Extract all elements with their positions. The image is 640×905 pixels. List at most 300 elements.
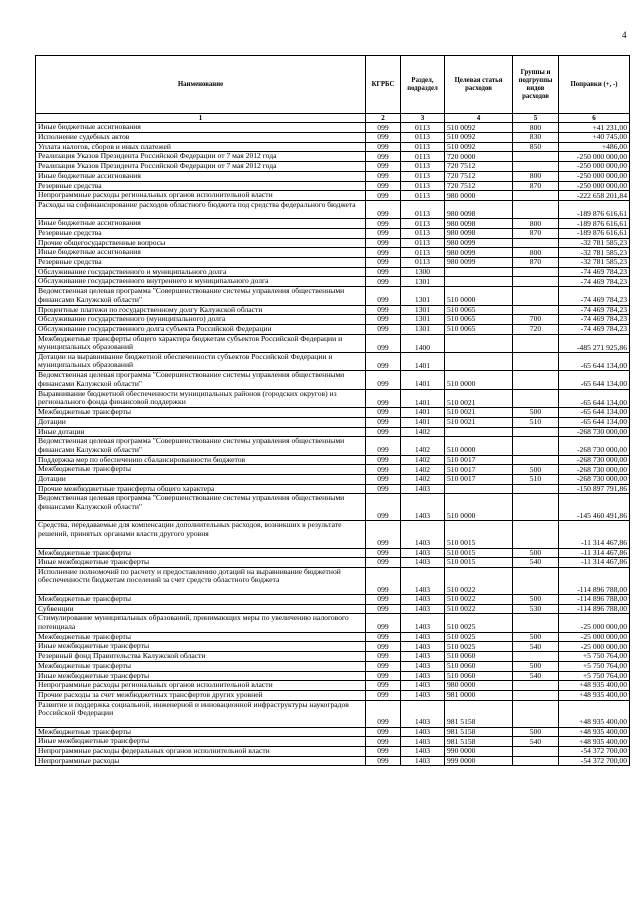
row-kgrbs-cell: 099 <box>366 258 401 268</box>
row-kgrbs-cell: 099 <box>366 315 401 325</box>
row-group-cell: 870 <box>513 258 559 268</box>
row-section-cell: 1401 <box>401 352 445 370</box>
row-name-cell: Реализация Указов Президента Российской Федерации от 7 мая 2012 года <box>36 152 366 162</box>
row-amount-cell: -268 730 000,00 <box>559 455 630 465</box>
row-group-cell: 540 <box>513 642 559 652</box>
row-target-cell: 981 0000 <box>445 690 513 700</box>
row-kgrbs-cell: 099 <box>366 652 401 662</box>
row-section-cell: 1403 <box>401 661 445 671</box>
table-row <box>36 277 630 287</box>
row-target-cell: 980 0098 <box>445 228 513 238</box>
row-section-cell: 1403 <box>401 756 445 766</box>
row-kgrbs-cell: 099 <box>366 191 401 201</box>
row-group-cell <box>513 455 559 465</box>
row-kgrbs-cell: 099 <box>366 267 401 277</box>
table-row <box>36 652 630 662</box>
row-target-cell: 720 7512 <box>445 171 513 181</box>
row-target-cell: 510 0000 <box>445 437 513 455</box>
row-section-cell: 1402 <box>401 455 445 465</box>
column-number: 6 <box>559 114 630 123</box>
row-amount-cell: -189 876 616,61 <box>559 219 630 229</box>
column-number: 3 <box>401 114 445 123</box>
row-name-cell: Иные бюджетные ассигнования <box>36 219 366 229</box>
table-row <box>36 465 630 475</box>
row-kgrbs-cell: 099 <box>366 427 401 437</box>
header-kgrbs: КГРБС <box>366 56 401 114</box>
row-kgrbs-cell: 099 <box>366 200 401 218</box>
row-section-cell: 0113 <box>401 181 445 191</box>
row-target-cell: 510 0060 <box>445 652 513 662</box>
table-row <box>36 558 630 568</box>
row-amount-cell: -65 644 134,00 <box>559 408 630 418</box>
row-group-cell <box>513 494 559 521</box>
row-name-cell: Резервные средства <box>36 228 366 238</box>
row-amount-cell: -65 644 134,00 <box>559 389 630 407</box>
row-group-cell <box>513 681 559 691</box>
row-name-cell: Резервные средства <box>36 181 366 191</box>
row-kgrbs-cell: 099 <box>366 727 401 737</box>
row-amount-cell: -250 000 000,00 <box>559 171 630 181</box>
table-row <box>36 474 630 484</box>
row-section-cell: 1300 <box>401 267 445 277</box>
row-section-cell: 0113 <box>401 248 445 258</box>
column-number-row <box>36 114 630 123</box>
row-section-cell: 1301 <box>401 315 445 325</box>
row-amount-cell: -268 730 000,00 <box>559 474 630 484</box>
row-amount-cell: -32 781 585,23 <box>559 258 630 268</box>
row-kgrbs-cell: 099 <box>366 594 401 604</box>
row-kgrbs-cell: 099 <box>366 681 401 691</box>
row-section-cell: 1403 <box>401 690 445 700</box>
row-name-cell: Непрограммные расходы региональных органов исполнительной власти <box>36 191 366 201</box>
row-target-cell: 510 0025 <box>445 614 513 632</box>
table-row <box>36 142 630 152</box>
row-section-cell: 1403 <box>401 652 445 662</box>
row-name-cell: Непрограммные расходы федеральных органов исполнительной власти <box>36 747 366 757</box>
row-amount-cell: -250 000 000,00 <box>559 181 630 191</box>
row-amount-cell: -485 271 925,86 <box>559 334 630 352</box>
row-target-cell: 981 5158 <box>445 737 513 747</box>
table-row <box>36 427 630 437</box>
row-section-cell: 1401 <box>401 389 445 407</box>
row-name-cell: Резервные средства <box>36 258 366 268</box>
row-kgrbs-cell: 099 <box>366 123 401 133</box>
column-number: 4 <box>445 114 513 123</box>
column-number: 1 <box>36 114 366 123</box>
budget-amendments-table <box>35 55 630 766</box>
table-row <box>36 305 630 315</box>
row-amount-cell: +48 935 400,00 <box>559 700 630 727</box>
row-section-cell: 1403 <box>401 671 445 681</box>
row-target-cell: 510 0015 <box>445 521 513 548</box>
row-amount-cell: -65 644 134,00 <box>559 371 630 389</box>
table-body <box>36 123 630 766</box>
row-target-cell: 981 5158 <box>445 727 513 737</box>
table-row <box>36 315 630 325</box>
row-section-cell: 1400 <box>401 334 445 352</box>
row-name-cell: Дотации <box>36 417 366 427</box>
row-kgrbs-cell: 099 <box>366 632 401 642</box>
row-group-cell: 870 <box>513 228 559 238</box>
row-name-cell: Прочие расходы за счет межбюджетных трансфертов других уровней <box>36 690 366 700</box>
row-target-cell: 510 0000 <box>445 371 513 389</box>
table-row <box>36 437 630 455</box>
row-section-cell: 0113 <box>401 191 445 201</box>
row-target-cell: 510 0017 <box>445 474 513 484</box>
row-name-cell: Дотации на выравнивание бюджетной обеспеченности субъектов Российской Федерации и муниципальных образований <box>36 352 366 370</box>
row-name-cell: Межбюджетные трансферты <box>36 465 366 475</box>
row-kgrbs-cell: 099 <box>366 248 401 258</box>
row-target-cell: 510 0000 <box>445 494 513 521</box>
row-name-cell: Субвенции <box>36 604 366 614</box>
row-kgrbs-cell: 099 <box>366 484 401 494</box>
row-target-cell: 980 0000 <box>445 191 513 201</box>
row-group-cell <box>513 152 559 162</box>
row-amount-cell: -74 469 784,23 <box>559 267 630 277</box>
header-amendments: Поправки (+, -) <box>559 56 630 114</box>
row-group-cell <box>513 191 559 201</box>
row-group-cell <box>513 521 559 548</box>
row-section-cell: 1403 <box>401 548 445 558</box>
row-group-cell: 800 <box>513 123 559 133</box>
table-row <box>36 747 630 757</box>
row-group-cell <box>513 484 559 494</box>
row-name-cell: Стимулирование муниципальных образований, принимающих меры по увеличению налогового потенциала <box>36 614 366 632</box>
row-section-cell: 0113 <box>401 123 445 133</box>
row-name-cell: Обслуживание государственного (муниципального) долга <box>36 315 366 325</box>
row-target-cell <box>445 267 513 277</box>
row-name-cell: Выравнивание бюджетной обеспеченности муниципальных районов (городских округов) из регионального фонда финансовой поддержки <box>36 389 366 407</box>
row-kgrbs-cell: 099 <box>366 287 401 305</box>
row-target-cell: 980 0000 <box>445 681 513 691</box>
table-row <box>36 681 630 691</box>
row-section-cell: 1301 <box>401 287 445 305</box>
row-amount-cell: +5 750 764,00 <box>559 671 630 681</box>
row-name-cell: Межбюджетные трансферты <box>36 632 366 642</box>
row-kgrbs-cell: 099 <box>366 238 401 248</box>
row-amount-cell: +5 750 764,00 <box>559 661 630 671</box>
table-row <box>36 123 630 133</box>
row-section-cell: 1403 <box>401 567 445 594</box>
table-row <box>36 494 630 521</box>
row-section-cell: 1403 <box>401 604 445 614</box>
row-section-cell: 0113 <box>401 152 445 162</box>
table-row <box>36 727 630 737</box>
row-section-cell: 1403 <box>401 494 445 521</box>
row-amount-cell: -54 372 700,00 <box>559 747 630 757</box>
row-amount-cell: -11 314 467,86 <box>559 558 630 568</box>
row-amount-cell: -54 372 700,00 <box>559 756 630 766</box>
header-target-article: Целевая статья расходов <box>445 56 513 114</box>
table-row <box>36 258 630 268</box>
row-name-cell: Обслуживание государственного и муниципального долга <box>36 267 366 277</box>
row-name-cell: Ведомственная целевая программа "Совершенствование системы управления общественными финансами Калужской области" <box>36 371 366 389</box>
row-kgrbs-cell: 099 <box>366 671 401 681</box>
row-section-cell: 1403 <box>401 521 445 548</box>
row-name-cell: Уплата налогов, сборов и иных платежей <box>36 142 366 152</box>
row-section-cell: 1402 <box>401 437 445 455</box>
row-target-cell: 720 7512 <box>445 181 513 191</box>
row-group-cell: 540 <box>513 558 559 568</box>
table-row <box>36 287 630 305</box>
row-section-cell: 1401 <box>401 417 445 427</box>
row-amount-cell: +5 750 764,00 <box>559 652 630 662</box>
table-header-row <box>36 56 630 114</box>
table-row <box>36 228 630 238</box>
row-group-cell <box>513 287 559 305</box>
row-group-cell <box>513 162 559 172</box>
row-kgrbs-cell: 099 <box>366 181 401 191</box>
row-group-cell <box>513 690 559 700</box>
table-row <box>36 238 630 248</box>
row-name-cell: Иные дотации <box>36 427 366 437</box>
row-kgrbs-cell: 099 <box>366 133 401 143</box>
row-group-cell: 540 <box>513 671 559 681</box>
row-section-cell: 0113 <box>401 258 445 268</box>
row-name-cell: Иные бюджетные ассигнования <box>36 248 366 258</box>
row-target-cell: 510 0025 <box>445 632 513 642</box>
row-kgrbs-cell: 099 <box>366 352 401 370</box>
row-name-cell: Иные бюджетные ассигнования <box>36 123 366 133</box>
row-amount-cell: -11 314 467,86 <box>559 548 630 558</box>
row-name-cell: Межбюджетные трансферты общего характера бюджетам субъектов Российской Федерации и муниципальных образований <box>36 334 366 352</box>
row-group-cell: 800 <box>513 171 559 181</box>
row-kgrbs-cell: 099 <box>366 737 401 747</box>
row-target-cell: 980 0099 <box>445 258 513 268</box>
row-name-cell: Иные бюджетные ассигнования <box>36 171 366 181</box>
row-kgrbs-cell: 099 <box>366 408 401 418</box>
row-name-cell: Расходы на софинансирование расходов областного бюджета под средства федерального бюджета <box>36 200 366 218</box>
row-section-cell: 0113 <box>401 200 445 218</box>
table-row <box>36 267 630 277</box>
header-expense-group: Группы и подгруппы видов расходов <box>513 56 559 114</box>
row-group-cell: 800 <box>513 248 559 258</box>
column-number: 5 <box>513 114 559 123</box>
row-group-cell: 500 <box>513 548 559 558</box>
table-row <box>36 756 630 766</box>
row-target-cell: 720 0000 <box>445 152 513 162</box>
row-section-cell: 0113 <box>401 228 445 238</box>
table-row <box>36 408 630 418</box>
row-amount-cell: -74 469 784,23 <box>559 305 630 315</box>
row-kgrbs-cell: 099 <box>366 334 401 352</box>
row-amount-cell: -189 876 616,61 <box>559 228 630 238</box>
row-group-cell: 500 <box>513 408 559 418</box>
row-amount-cell: +48 935 400,00 <box>559 737 630 747</box>
row-target-cell: 510 0017 <box>445 455 513 465</box>
row-amount-cell: -74 469 784,23 <box>559 324 630 334</box>
column-number: 2 <box>366 114 401 123</box>
row-group-cell <box>513 277 559 287</box>
row-amount-cell: -74 469 784,23 <box>559 287 630 305</box>
table-row <box>36 389 630 407</box>
row-target-cell: 990 0000 <box>445 747 513 757</box>
row-amount-cell: -189 876 616,61 <box>559 200 630 218</box>
row-group-cell <box>513 567 559 594</box>
row-group-cell: 850 <box>513 142 559 152</box>
row-target-cell: 981 5158 <box>445 700 513 727</box>
row-target-cell: 510 0000 <box>445 287 513 305</box>
row-kgrbs-cell: 099 <box>366 567 401 594</box>
row-target-cell: 980 0098 <box>445 219 513 229</box>
row-group-cell: 510 <box>513 474 559 484</box>
row-target-cell <box>445 352 513 370</box>
page-number: 4 <box>622 30 627 40</box>
row-section-cell: 1403 <box>401 747 445 757</box>
row-amount-cell: +48 935 400,00 <box>559 681 630 691</box>
row-section-cell: 1403 <box>401 681 445 691</box>
row-group-cell <box>513 437 559 455</box>
row-amount-cell: -268 730 000,00 <box>559 465 630 475</box>
row-target-cell <box>445 484 513 494</box>
row-amount-cell: +48 935 400,00 <box>559 727 630 737</box>
row-group-cell <box>513 756 559 766</box>
row-target-cell: 510 0092 <box>445 142 513 152</box>
row-target-cell: 999 0000 <box>445 756 513 766</box>
table-row <box>36 604 630 614</box>
row-section-cell: 0113 <box>401 133 445 143</box>
row-amount-cell: -25 000 000,00 <box>559 632 630 642</box>
row-name-cell: Исполнение судебных актов <box>36 133 366 143</box>
header-section: Раздел, подраздел <box>401 56 445 114</box>
table-row <box>36 133 630 143</box>
row-target-cell: 510 0021 <box>445 389 513 407</box>
row-target-cell: 510 0015 <box>445 548 513 558</box>
table-row <box>36 614 630 632</box>
row-group-cell: 510 <box>513 417 559 427</box>
row-group-cell <box>513 200 559 218</box>
row-target-cell: 510 0021 <box>445 417 513 427</box>
row-amount-cell: -250 000 000,00 <box>559 152 630 162</box>
row-section-cell: 0113 <box>401 171 445 181</box>
table-row <box>36 567 630 594</box>
row-name-cell: Прочие межбюджетные трансферты общего характера <box>36 484 366 494</box>
row-section-cell: 0113 <box>401 142 445 152</box>
row-target-cell: 510 0021 <box>445 408 513 418</box>
row-target-cell: 510 0022 <box>445 594 513 604</box>
row-name-cell: Межбюджетные трансферты <box>36 727 366 737</box>
row-target-cell <box>445 277 513 287</box>
row-section-cell: 1403 <box>401 614 445 632</box>
row-kgrbs-cell: 099 <box>366 228 401 238</box>
row-name-cell: Процентные платежи по государственному долгу Калужской области <box>36 305 366 315</box>
row-name-cell: Иные межбюджетные трансферты <box>36 642 366 652</box>
row-group-cell <box>513 371 559 389</box>
row-amount-cell: -114 896 788,00 <box>559 567 630 594</box>
row-name-cell: Межбюджетные трансферты <box>36 408 366 418</box>
row-amount-cell: -250 000 000,00 <box>559 162 630 172</box>
row-name-cell: Обслуживание государственного внутреннего и муниципального долга <box>36 277 366 287</box>
table-row <box>36 191 630 201</box>
row-amount-cell: +40 745,00 <box>559 133 630 143</box>
row-group-cell <box>513 267 559 277</box>
row-kgrbs-cell: 099 <box>366 162 401 172</box>
row-name-cell: Ведомственная целевая программа "Совершенствование системы управления общественными финансами Калужской области" <box>36 287 366 305</box>
row-kgrbs-cell: 099 <box>366 219 401 229</box>
row-group-cell <box>513 614 559 632</box>
row-name-cell: Обслуживание государственного долга субъекта Российской Федерации <box>36 324 366 334</box>
row-kgrbs-cell: 099 <box>366 305 401 315</box>
row-target-cell: 510 0065 <box>445 324 513 334</box>
row-kgrbs-cell: 099 <box>366 324 401 334</box>
row-name-cell: Дотации <box>36 474 366 484</box>
row-section-cell: 1402 <box>401 465 445 475</box>
row-kgrbs-cell: 099 <box>366 455 401 465</box>
row-group-cell <box>513 427 559 437</box>
row-name-cell: Межбюджетные трансферты <box>36 548 366 558</box>
row-amount-cell: -11 314 467,86 <box>559 521 630 548</box>
row-target-cell: 510 0015 <box>445 558 513 568</box>
row-kgrbs-cell: 099 <box>366 756 401 766</box>
table-row <box>36 690 630 700</box>
row-amount-cell: -65 644 134,00 <box>559 352 630 370</box>
row-kgrbs-cell: 099 <box>366 661 401 671</box>
row-section-cell: 1401 <box>401 371 445 389</box>
row-kgrbs-cell: 099 <box>366 642 401 652</box>
row-target-cell <box>445 334 513 352</box>
row-target-cell <box>445 427 513 437</box>
row-target-cell: 720 7512 <box>445 162 513 172</box>
row-section-cell: 1301 <box>401 324 445 334</box>
row-section-cell: 1403 <box>401 642 445 652</box>
table-row <box>36 484 630 494</box>
row-amount-cell: -150 897 791,86 <box>559 484 630 494</box>
row-amount-cell: -222 658 201,84 <box>559 191 630 201</box>
row-kgrbs-cell: 099 <box>366 371 401 389</box>
row-kgrbs-cell: 099 <box>366 548 401 558</box>
table-row <box>36 181 630 191</box>
row-amount-cell: -25 000 000,00 <box>559 642 630 652</box>
row-kgrbs-cell: 099 <box>366 494 401 521</box>
row-kgrbs-cell: 099 <box>366 521 401 548</box>
row-target-cell: 510 0022 <box>445 567 513 594</box>
row-target-cell: 510 0022 <box>445 604 513 614</box>
row-amount-cell: -65 644 134,00 <box>559 417 630 427</box>
row-group-cell: 500 <box>513 727 559 737</box>
row-kgrbs-cell: 099 <box>366 171 401 181</box>
row-amount-cell: -25 000 000,00 <box>559 614 630 632</box>
row-kgrbs-cell: 099 <box>366 142 401 152</box>
row-name-cell: Ведомственная целевая программа "Совершенствование системы управления общественными финансами Калужской области" <box>36 437 366 455</box>
row-section-cell: 1301 <box>401 277 445 287</box>
row-section-cell: 1403 <box>401 484 445 494</box>
row-target-cell: 510 0060 <box>445 671 513 681</box>
table-row <box>36 200 630 218</box>
row-target-cell: 980 0099 <box>445 248 513 258</box>
row-target-cell: 980 0098 <box>445 200 513 218</box>
row-group-cell <box>513 352 559 370</box>
row-group-cell: 540 <box>513 737 559 747</box>
table-row <box>36 334 630 352</box>
header-name: Наименование <box>36 56 366 114</box>
row-kgrbs-cell: 099 <box>366 558 401 568</box>
table-row <box>36 371 630 389</box>
row-name-cell: Межбюджетные трансферты <box>36 594 366 604</box>
row-name-cell: Иные межбюджетные трансферты <box>36 671 366 681</box>
table-row <box>36 700 630 727</box>
table-row <box>36 417 630 427</box>
row-amount-cell: +41 231,00 <box>559 123 630 133</box>
table-row <box>36 352 630 370</box>
row-name-cell: Непрограммные расходы региональных органов исполнительной власти <box>36 681 366 691</box>
row-name-cell: Иные межбюджетные трансферты <box>36 558 366 568</box>
row-section-cell: 0113 <box>401 162 445 172</box>
row-group-cell: 800 <box>513 219 559 229</box>
table-row <box>36 248 630 258</box>
row-section-cell: 1403 <box>401 700 445 727</box>
row-section-cell: 1403 <box>401 727 445 737</box>
table-row <box>36 521 630 548</box>
